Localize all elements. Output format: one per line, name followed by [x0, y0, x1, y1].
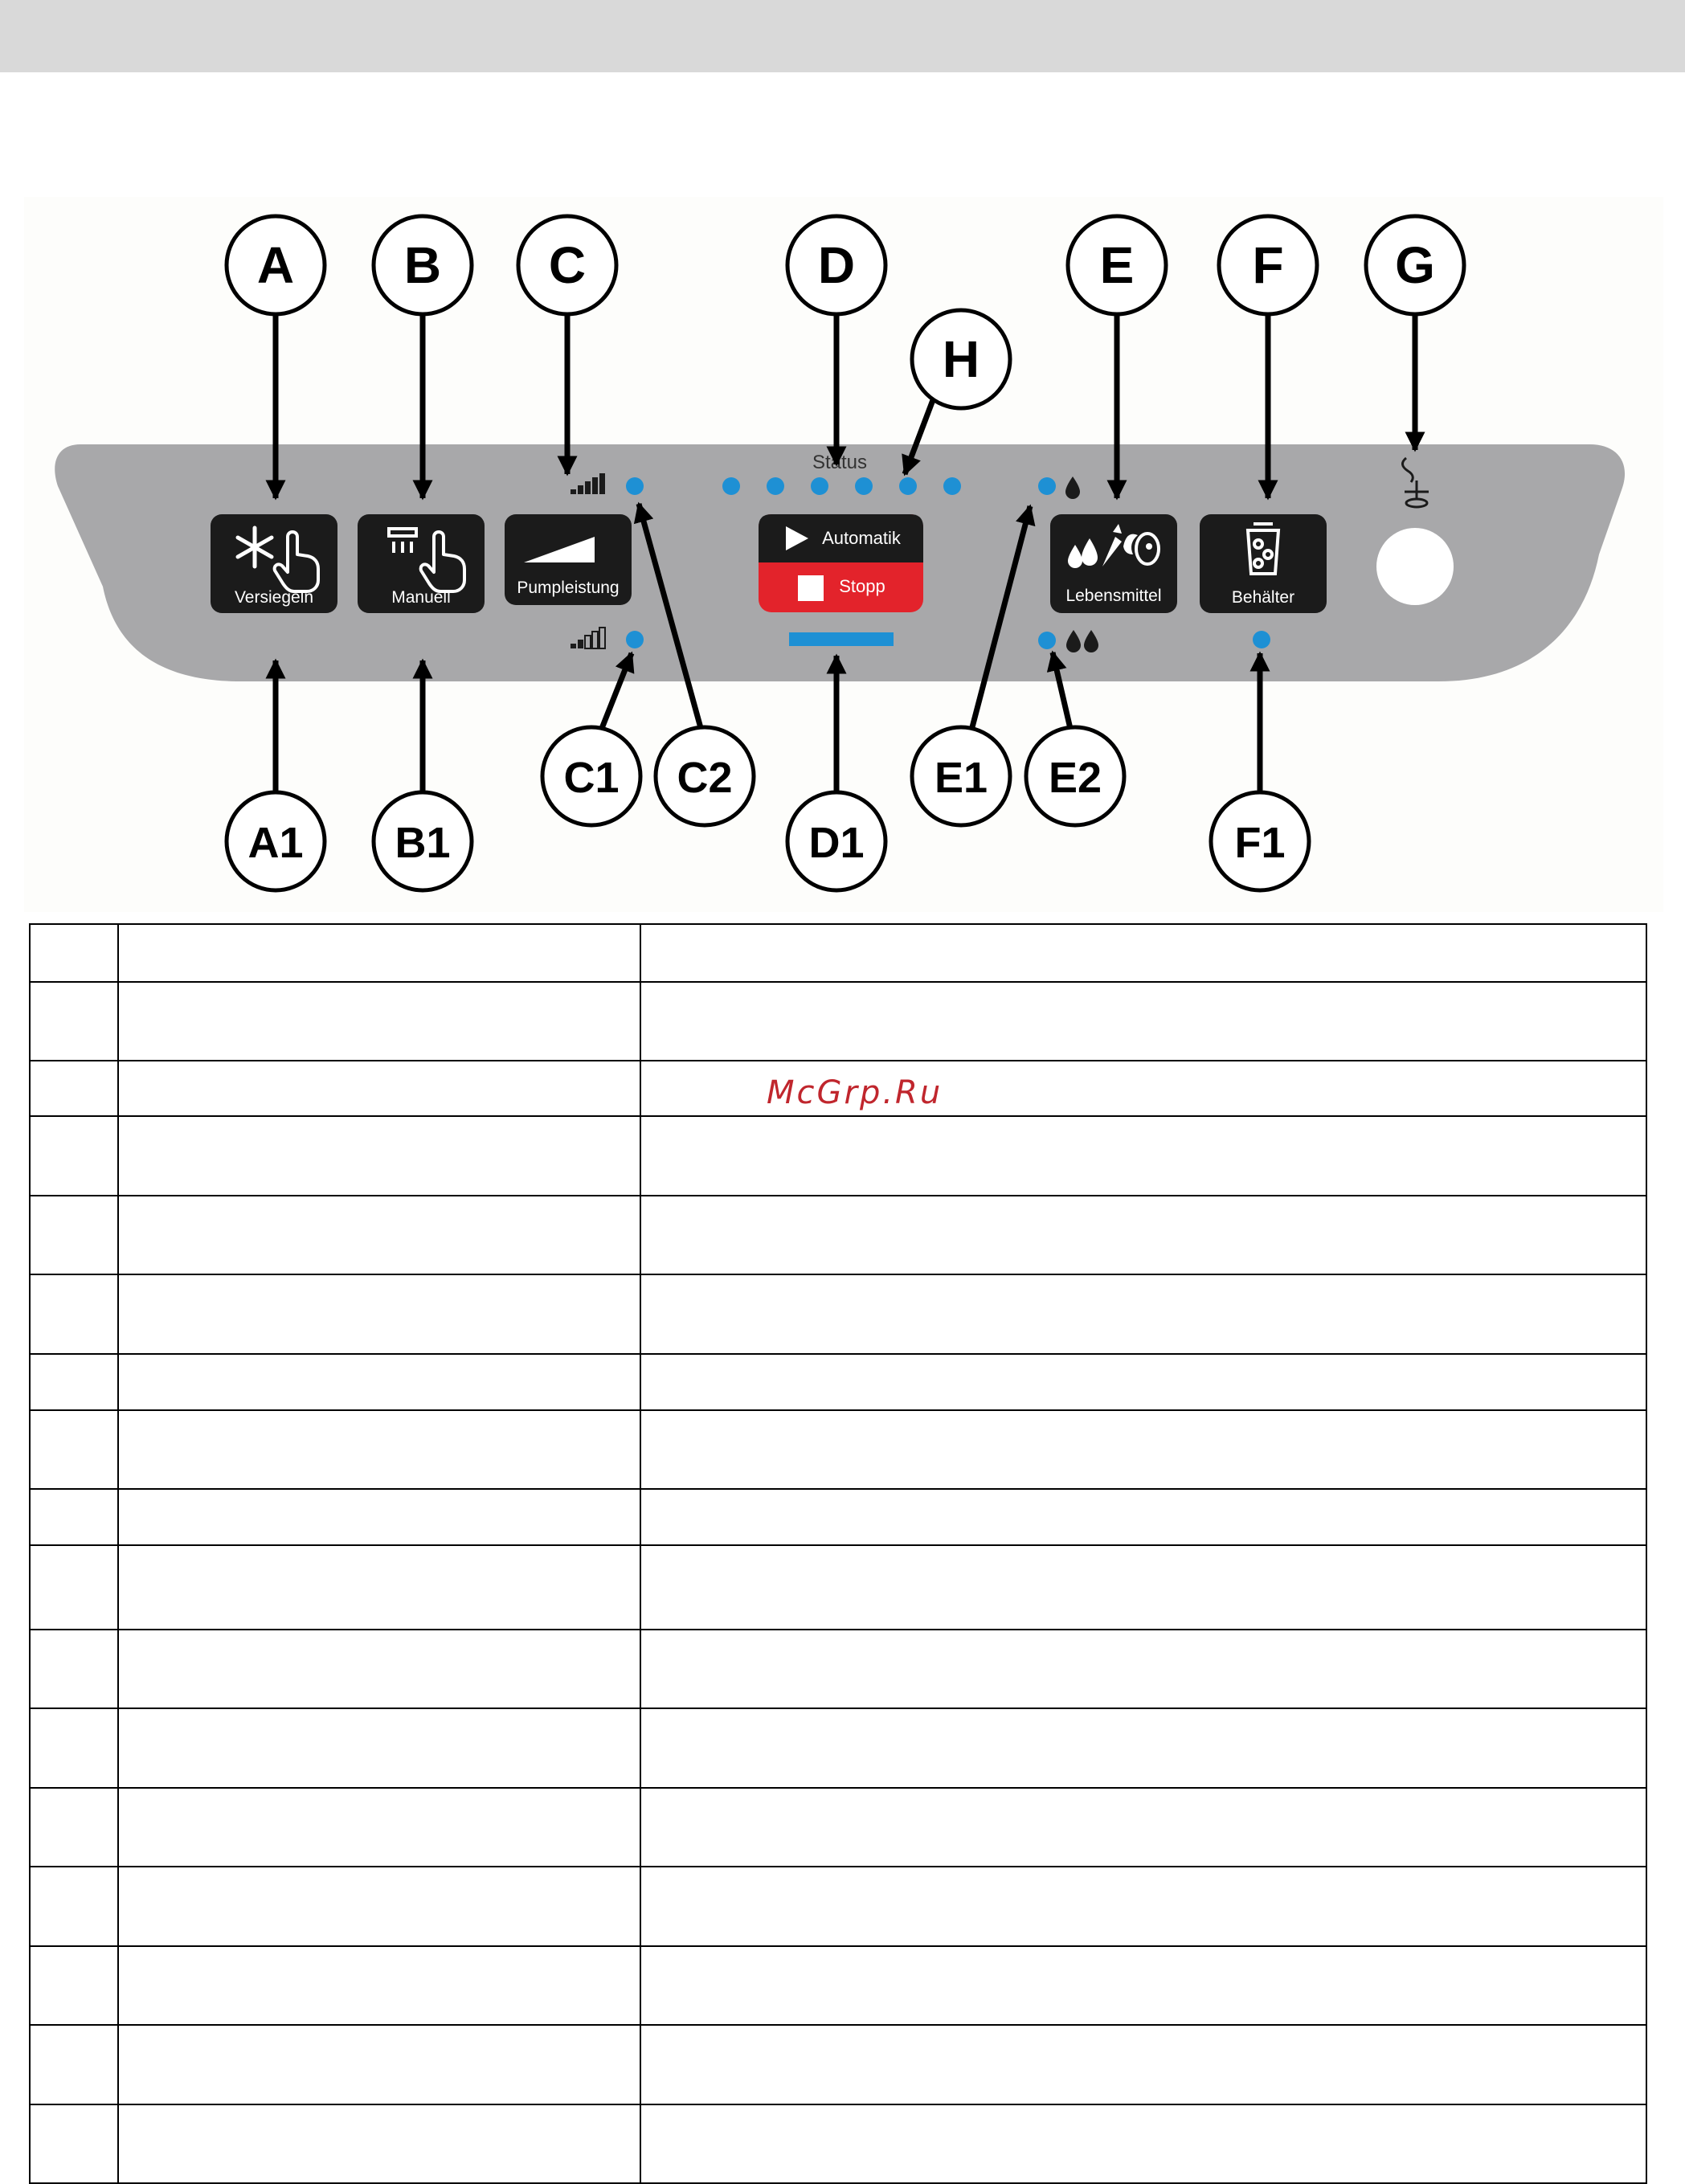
- table-cell-key: [30, 1788, 118, 1867]
- table-row: [30, 1708, 1646, 1788]
- table-cell-description: [640, 1274, 1646, 1354]
- callout-d1: [787, 792, 885, 890]
- table-cell-description: [640, 1489, 1646, 1545]
- svg-text:C1: C1: [563, 754, 620, 802]
- table-cell-description: [640, 1116, 1646, 1196]
- table-cell-key: [30, 1116, 118, 1196]
- callout-f: [1219, 216, 1317, 314]
- svg-text:E: E: [1099, 236, 1135, 294]
- table-row: [30, 1489, 1646, 1545]
- callout-e2: [1026, 727, 1124, 825]
- container-button[interactable]: [1200, 514, 1327, 613]
- table-cell-key: [30, 1630, 118, 1708]
- table-row: [30, 1274, 1646, 1354]
- table-cell-key: [30, 1410, 118, 1489]
- svg-text:D: D: [817, 236, 856, 294]
- hose-connector-port[interactable]: [1376, 528, 1454, 605]
- table-row: [30, 1354, 1646, 1410]
- table-cell-description: [640, 1946, 1646, 2025]
- stop-button-label: Stopp: [839, 576, 885, 596]
- table-cell-name: [118, 924, 640, 982]
- table-cell-description: [640, 1545, 1646, 1630]
- table-cell-name: [118, 1061, 640, 1116]
- table-cell-description: [640, 1410, 1646, 1489]
- svg-text:A: A: [256, 236, 295, 294]
- table-cell-key: [30, 1196, 118, 1274]
- container-led: [1253, 631, 1270, 648]
- control-panel-diagram: [0, 0, 1685, 916]
- manual-button-label: Manuell: [391, 588, 451, 607]
- moist-food-led: [1038, 632, 1056, 649]
- table-cell-name: [118, 1867, 640, 1946]
- status-led-6: [943, 477, 961, 495]
- container-button-label: Behälter: [1231, 588, 1295, 607]
- pump-power-button[interactable]: [505, 514, 632, 605]
- callout-a: [227, 216, 325, 314]
- table-cell-key: [30, 982, 118, 1061]
- callout-g: [1366, 216, 1464, 314]
- callout-e: [1068, 216, 1166, 314]
- table-cell-key: [30, 2025, 118, 2104]
- table-cell-name: [118, 1630, 640, 1708]
- table-cell-name: [118, 1708, 640, 1788]
- status-led-2: [767, 477, 784, 495]
- svg-text:E2: E2: [1048, 754, 1102, 802]
- svg-text:F1: F1: [1234, 819, 1286, 867]
- table-row: [30, 2025, 1646, 2104]
- svg-text:B: B: [403, 236, 442, 294]
- table-cell-name: [118, 1354, 640, 1410]
- svg-text:C: C: [548, 236, 587, 294]
- table-cell-name: [118, 2025, 640, 2104]
- callout-e1: [912, 727, 1010, 825]
- callout-d: [787, 216, 885, 314]
- table-cell-description: [640, 924, 1646, 982]
- callout-c: [518, 216, 616, 314]
- table-cell-key: [30, 1354, 118, 1410]
- callout-b1: [374, 792, 472, 890]
- table-cell-description: [640, 1196, 1646, 1274]
- table-cell-key: [30, 924, 118, 982]
- svg-text:G: G: [1395, 236, 1435, 294]
- svg-text:B1: B1: [395, 819, 451, 867]
- callout-f1: [1211, 792, 1309, 890]
- seal-button[interactable]: [211, 514, 337, 613]
- table-cell-key: [30, 1545, 118, 1630]
- auto-stop-button[interactable]: [759, 514, 923, 612]
- table-row: [30, 1545, 1646, 1630]
- table-cell-key: [30, 1061, 118, 1116]
- status-led-4: [855, 477, 873, 495]
- table-row: [30, 1410, 1646, 1489]
- pump-high-led: [626, 477, 644, 495]
- table-cell-description: [640, 1788, 1646, 1867]
- svg-text:C2: C2: [677, 754, 733, 802]
- callout-b: [374, 216, 472, 314]
- legend-table: [29, 923, 1647, 2184]
- table-row: [30, 1630, 1646, 1708]
- table-cell-name: [118, 2104, 640, 2183]
- table-cell-description: [640, 2025, 1646, 2104]
- svg-text:H: H: [942, 330, 980, 388]
- table-row: [30, 1116, 1646, 1196]
- table-cell-key: [30, 2104, 118, 2183]
- status-led-1: [722, 477, 740, 495]
- table-cell-key: [30, 1274, 118, 1354]
- watermark: McGrp.Ru: [767, 1074, 943, 1111]
- table-cell-name: [118, 1489, 640, 1545]
- table-row: [30, 982, 1646, 1061]
- manual-button[interactable]: [358, 514, 485, 613]
- seal-button-label: Versiegeln: [234, 588, 314, 607]
- table-cell-key: [30, 1708, 118, 1788]
- table-cell-key: [30, 1489, 118, 1545]
- stop-icon: [798, 575, 824, 601]
- table-cell-description: [640, 2104, 1646, 2183]
- table-cell-name: [118, 1410, 640, 1489]
- table-cell-description: [640, 982, 1646, 1061]
- status-label: Status: [812, 452, 868, 473]
- table-row: [30, 924, 1646, 982]
- table-row: [30, 1867, 1646, 1946]
- callout-c2: [656, 727, 754, 825]
- table-cell-name: [118, 1196, 640, 1274]
- table-cell-description: [640, 1708, 1646, 1788]
- table-cell-name: [118, 1116, 640, 1196]
- table-cell-description: [640, 1630, 1646, 1708]
- table-row: [30, 1196, 1646, 1274]
- callout-h: [912, 310, 1010, 408]
- table-cell-name: [118, 982, 640, 1061]
- table-cell-description: [640, 1867, 1646, 1946]
- table-cell-name: [118, 1274, 640, 1354]
- status-led-3: [811, 477, 828, 495]
- auto-button-label: Automatik: [822, 528, 901, 548]
- svg-text:E1: E1: [934, 754, 988, 802]
- status-led-5: [899, 477, 917, 495]
- svg-text:F: F: [1252, 236, 1284, 294]
- table-cell-key: [30, 1946, 118, 2025]
- svg-text:A1: A1: [247, 819, 304, 867]
- progress-bar: [789, 632, 894, 646]
- table-row: [30, 2104, 1646, 2183]
- food-button-label: Lebensmittel: [1065, 587, 1162, 605]
- food-button[interactable]: [1050, 514, 1177, 613]
- table-cell-key: [30, 1867, 118, 1946]
- callout-a1: [227, 792, 325, 890]
- svg-text:D1: D1: [808, 819, 865, 867]
- callout-c1: [542, 727, 640, 825]
- table-cell-name: [118, 1788, 640, 1867]
- dry-food-led: [1038, 477, 1056, 495]
- pump-power-button-label: Pumpleistung: [517, 579, 620, 597]
- pump-low-led: [626, 631, 644, 648]
- table-row: [30, 1946, 1646, 2025]
- table-row: [30, 1788, 1646, 1867]
- table-cell-name: [118, 1946, 640, 2025]
- table-cell-name: [118, 1545, 640, 1630]
- table-cell-description: [640, 1354, 1646, 1410]
